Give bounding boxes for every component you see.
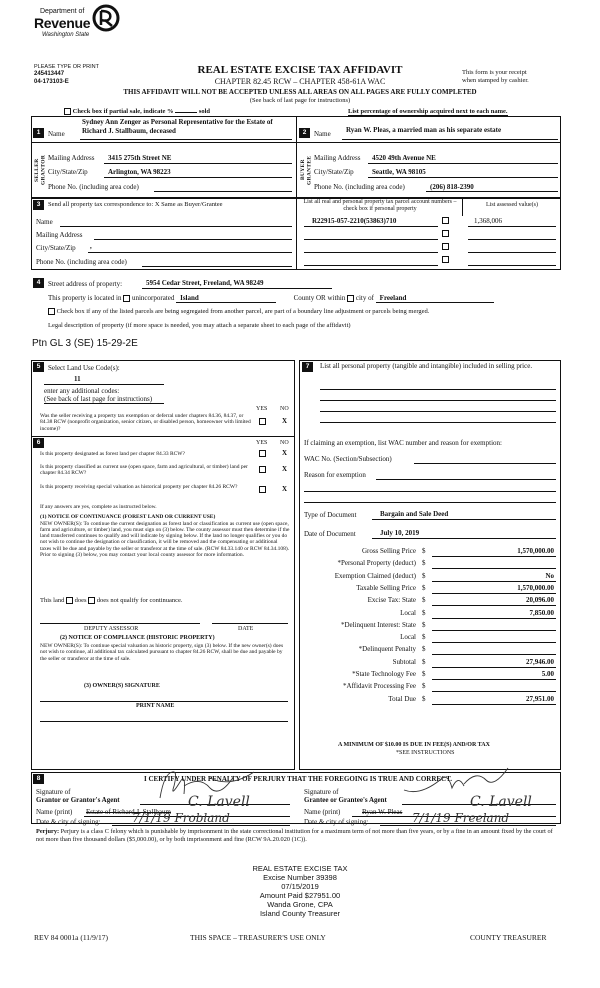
tax-row-currency: $ bbox=[422, 559, 426, 568]
personal-property-label: List all personal property (tangible and intangible) included in selling price. bbox=[320, 362, 533, 370]
doc-number: 245413447 bbox=[34, 71, 65, 77]
tax-row bbox=[304, 669, 556, 681]
stamp-line-4: Amount Paid $27951.00 bbox=[259, 891, 341, 900]
tax-row-currency: $ bbox=[422, 547, 426, 555]
tax-row-label: *Delinquent Interest: State bbox=[340, 620, 416, 629]
perjury-text: Perjury is a class C felony which is punishable by imprisonment in the state correctional institution for a maximum term of not more than five years, or by a fine in an amount fixed by the court of not more than five thousand dollars ($5,000.00), or by both imprisonment and fine (RCW 9A.20.020 (1C)). bbox=[36, 828, 553, 843]
footer-county-treasurer: COUNTY TREASURER bbox=[470, 933, 547, 942]
buyer-city-label: City/State/Zip bbox=[314, 168, 354, 176]
seller-name-label: Name bbox=[48, 130, 65, 138]
washington-state-text: Washington State bbox=[42, 32, 90, 38]
grantee-name-print-label: Name (print) bbox=[304, 808, 341, 816]
section-7-number: 7 bbox=[302, 362, 313, 372]
tax-row-label: *State Technology Fee bbox=[352, 670, 416, 678]
tax-row bbox=[304, 608, 556, 620]
does-checkbox[interactable] bbox=[66, 597, 73, 604]
city-of-checkbox[interactable] bbox=[347, 295, 354, 302]
form-see-back: (See back of last page for instructions) bbox=[249, 97, 351, 104]
segregated-row bbox=[48, 308, 429, 315]
grantee-date-city-value: 7/1/19 Freeland bbox=[412, 811, 510, 825]
tax-row bbox=[304, 620, 556, 632]
receipt-note-1: This form is your receipt bbox=[462, 69, 527, 76]
historic-question: Is this property receiving special valuation as historical property per chapter 84.26 RCW? bbox=[40, 484, 238, 490]
tax-row-value: 1,570,000.00 bbox=[517, 547, 554, 555]
seller-address-label: Mailing Address bbox=[48, 154, 95, 162]
buyer-phone-label: Phone No. (including area code) bbox=[314, 183, 405, 191]
parcel-3-checkbox[interactable] bbox=[442, 243, 449, 250]
unincorporated-checkbox[interactable] bbox=[123, 295, 130, 302]
notice1-title: (1) NOTICE OF CONTINUANCE (FOREST LAND OR CURRENT USE) bbox=[40, 514, 216, 520]
street-value: 5954 Cedar Street, Freeland, WA 98249 bbox=[146, 279, 264, 287]
dor-logo-icon bbox=[92, 4, 120, 32]
exemption-yes-checkbox[interactable] bbox=[259, 418, 266, 425]
parcel-1-checkbox[interactable] bbox=[442, 217, 449, 224]
form-chapter: CHAPTER 82.45 RCW – CHAPTER 458-61A WAC bbox=[214, 77, 386, 86]
assessed-value: 1,368,006 bbox=[474, 217, 502, 225]
does-not-checkbox[interactable] bbox=[88, 597, 95, 604]
buyer-name-value: Ryan W. Pleas, a married man as his separate estate bbox=[346, 126, 502, 134]
section-3-number: 3 bbox=[33, 200, 44, 210]
tax-row-label: Exemption Claimed (deduct) bbox=[334, 571, 416, 580]
tax-row-value: 27,951.00 bbox=[526, 694, 554, 703]
notice2-text: NEW OWNER(S): To continue special valuation as historic property, sign (3) below. If the new owner(s) does not wish to continue, all additional tax calculated pursuant to chapter 84.26 RCW, shall be due and payable by the seller or transferor at the time of sale. bbox=[40, 643, 284, 662]
parcel-4-checkbox[interactable] bbox=[442, 256, 449, 263]
corr-city-label: City/State/Zip bbox=[36, 244, 76, 252]
owner-signature-label: (3) OWNER(S) SIGNATURE bbox=[84, 683, 160, 689]
grantee-print-name: Ryan W. Pleas bbox=[362, 808, 403, 816]
buyer-address-value: 4520 49th Avenue NE bbox=[372, 154, 436, 162]
sec5-no: NO bbox=[280, 406, 289, 412]
tax-row bbox=[304, 595, 556, 607]
seller-city-label: City/State/Zip bbox=[48, 168, 88, 176]
form-warning: THIS AFFIDAVIT WILL NOT BE ACCEPTED UNLESS ALL AREAS ON ALL PAGES ARE FULLY COMPLETED bbox=[123, 88, 477, 96]
form-code: 04-173103-E bbox=[34, 79, 69, 85]
ownership-note: List percentage of ownership acquired next to each name. bbox=[348, 108, 508, 115]
if-yes-note: If any answers are yes, complete as instructed below. bbox=[40, 504, 157, 510]
notice1-text: NEW OWNER(S): To continue the current designation as forest land or classification as current use (open space, farm and agriculture, or timber) land, you must sign on (3) below. The county assessor must then determine if the land transferred continues to qualify and will indicate by signing below. If the land no longer qualifies or you do not wish to continue the designation or classification, it will be removed and the compensating or additional taxes will be due and payable by the seller or transferor at the time of sale. (RCW 84.33.140 or RCW 84.34.108). Prior to signing (3) below, you may contact your local county assessor for more information. bbox=[40, 521, 290, 558]
tax-row-label: Subtotal bbox=[392, 657, 416, 666]
historic-yes-checkbox[interactable] bbox=[259, 486, 266, 493]
tax-row-value: 20,096.00 bbox=[526, 596, 554, 605]
sec6-yes: YES bbox=[256, 440, 268, 446]
tax-row-currency: $ bbox=[422, 571, 426, 580]
perjury-note bbox=[36, 828, 560, 844]
notice2-title: (2) NOTICE OF COMPLIANCE (HISTORIC PROPERTY) bbox=[60, 635, 215, 641]
current-use-yes-checkbox[interactable] bbox=[259, 466, 266, 473]
tax-row-label: *Delinquent Penalty bbox=[358, 645, 416, 654]
segregated-checkbox[interactable] bbox=[48, 308, 55, 315]
assessed-header: List assessed value(s) bbox=[486, 202, 538, 208]
does-not-label: does not qualify for continuance. bbox=[96, 597, 183, 604]
tax-row bbox=[304, 546, 556, 558]
footer-rev: REV 84 0001a (11/9/17) bbox=[34, 933, 108, 942]
tax-row bbox=[304, 644, 556, 656]
tax-row-currency: $ bbox=[422, 596, 426, 605]
located-label: This property is located in bbox=[48, 294, 122, 302]
legal-label: Legal description of property (if more space is needed, you may attach a separate sheet to each page of the affidavit) bbox=[48, 322, 351, 329]
tax-row-value: 5.00 bbox=[541, 670, 554, 678]
deputy-assessor-label: DEPUTY ASSESSOR bbox=[84, 626, 139, 632]
section-6-number: 6 bbox=[33, 438, 44, 448]
tax-row-label: *Affidavit Processing Fee bbox=[343, 682, 416, 691]
land-use-label: Select Land Use Code(s): bbox=[48, 364, 120, 372]
partial-sale-checkbox[interactable] bbox=[64, 108, 71, 115]
corr-city-value: , bbox=[90, 242, 92, 250]
seller-name-value: Sydney Ann Zenger as Personal Representative for the Estate of Richard J. Stallbaum, deceased bbox=[82, 118, 273, 135]
buyer-phone-value: (206) 818-2390 bbox=[430, 183, 474, 191]
seller-city-value: Arlington, WA 98223 bbox=[108, 168, 171, 176]
correspondence-label: Send all property tax correspondence to: X Same as Buyer/Grantee bbox=[48, 201, 223, 208]
section-1-number: 1 bbox=[33, 128, 44, 138]
see-instructions: *SEE INSTRUCTIONS bbox=[396, 750, 455, 756]
tax-row bbox=[304, 632, 556, 644]
county-label: County OR within bbox=[293, 294, 346, 302]
footer-treasurer-space: THIS SPACE – TREASURER'S USE ONLY bbox=[190, 933, 326, 942]
tax-row-label: *Personal Property (deduct) bbox=[337, 559, 416, 568]
tax-row bbox=[304, 657, 556, 669]
grantor-sig-label-2: Grantor or Grantor's Agent bbox=[36, 796, 120, 804]
tax-row bbox=[304, 558, 556, 570]
grantor-sig-label-1: Signature of bbox=[36, 788, 71, 796]
this-land-row bbox=[40, 597, 183, 604]
historic-no-answer: X bbox=[282, 485, 288, 493]
buyer-city-value: Seattle, WA 98105 bbox=[372, 168, 426, 176]
perjury-label: Perjury: bbox=[36, 828, 60, 835]
minimum-note: A MINIMUM OF $10.00 IS DUE IN FEE(S) AND/OR TAX bbox=[338, 742, 490, 748]
certify-statement: I CERTIFY UNDER PENALTY OF PERJURY THAT THE FOREGOING IS TRUE AND CORRECT. bbox=[144, 775, 453, 783]
seller-phone-label: Phone No. (including area code) bbox=[48, 183, 139, 191]
land-use-see-back: (See back of last page for instructions) bbox=[44, 395, 153, 403]
location-row bbox=[48, 294, 494, 303]
reason-label: Reason for exemption bbox=[304, 471, 366, 479]
parcel-header: List all real and personal property tax parcel account numbers – check box if personal property bbox=[303, 199, 457, 212]
tax-row bbox=[304, 694, 556, 706]
tax-row-currency: $ bbox=[422, 670, 426, 678]
does-label: does bbox=[74, 597, 87, 604]
grantee-date-city-label: Date & city of signing: bbox=[304, 818, 369, 826]
unincorporated-label: unincorporated bbox=[131, 294, 175, 302]
seller-address-value: 3415 275th Street NE bbox=[108, 154, 172, 162]
grantee-signature-name: C. Lavell bbox=[470, 794, 532, 810]
print-name-label: PRINT NAME bbox=[136, 703, 175, 709]
doc-type-label: Type of Document bbox=[304, 511, 357, 519]
wac-label: WAC No. (Section/Subsection) bbox=[304, 455, 392, 463]
forest-yes-checkbox[interactable] bbox=[259, 450, 266, 457]
tax-row-currency: $ bbox=[422, 620, 426, 629]
tax-row-currency: $ bbox=[422, 682, 426, 691]
tax-row-label: Total Due bbox=[388, 694, 416, 703]
tax-row-currency: $ bbox=[422, 694, 426, 703]
sec5-yes: YES bbox=[256, 406, 268, 412]
city-of-label: city of bbox=[355, 294, 374, 302]
land-use-value: 11 bbox=[74, 375, 81, 383]
grantor-date-city-value: 7/1/19 Frobland bbox=[132, 811, 230, 825]
forest-question: Is this property designated as forest land per chapter 84.33 RCW? bbox=[40, 451, 185, 457]
partial-sale-label: Check box if partial sale, indicate % bbox=[72, 108, 174, 115]
tax-row-currency: $ bbox=[422, 633, 426, 642]
legal-value: Ptn GL 3 (SE) 15-29-2E bbox=[32, 338, 138, 349]
tax-row-label: Taxable Selling Price bbox=[356, 583, 416, 592]
corr-name-label: Name bbox=[36, 218, 53, 226]
tax-row-label: Excise Tax: State bbox=[367, 596, 416, 605]
stamp-line-6: Island County Treasurer bbox=[259, 909, 341, 918]
parcel-2-checkbox[interactable] bbox=[442, 230, 449, 237]
tax-row bbox=[304, 571, 556, 583]
tax-row-currency: $ bbox=[422, 583, 426, 592]
exemption-no-answer: X bbox=[282, 417, 288, 425]
section-2-number: 2 bbox=[299, 128, 310, 138]
revenue-text: Revenue bbox=[34, 15, 91, 31]
tax-row-value: 1,570,000.00 bbox=[517, 583, 554, 592]
section-5-number: 5 bbox=[33, 362, 44, 372]
grantee-sig-label-2: Grantee or Grantee's Agent bbox=[304, 796, 387, 804]
city-value: Freeland bbox=[376, 294, 494, 303]
exemption-question: Was the seller receiving a property tax exemption or deferral under chapters 84.36, 84.37, or 84.38 RCW (nonprofit organization, senior citizen, or disabled person, homeowner with limited income)? bbox=[40, 413, 251, 432]
tax-row-value: 7,850.00 bbox=[529, 608, 554, 617]
grantor-name-print-label: Name (print) bbox=[36, 808, 73, 816]
additional-codes-label: enter any additional codes: bbox=[44, 387, 120, 395]
section-4-number: 4 bbox=[33, 278, 44, 288]
current-use-question: Is this property classified as current use (open space, farm and agricultural, or timber) land per chapter 84.34 RCW? bbox=[40, 464, 248, 477]
tax-row-label: Gross Selling Price bbox=[361, 547, 416, 555]
form-title: REAL ESTATE EXCISE TAX AFFIDAVIT bbox=[197, 64, 403, 76]
stamp-line-2: Excise Number 39398 bbox=[263, 873, 337, 882]
stamp-line-3: 07/15/2019 bbox=[281, 882, 319, 891]
sec6-no: NO bbox=[280, 440, 289, 446]
current-use-no-answer: X bbox=[282, 465, 288, 473]
grantor-print-name: Estate of Richard J. Stallbaum bbox=[86, 808, 171, 816]
buyer-name-label: Name bbox=[314, 130, 331, 138]
parcel-value: R22915-057-2210(53863)710 bbox=[312, 217, 397, 225]
this-land-label: This land bbox=[40, 597, 65, 604]
dor-logo bbox=[32, 6, 122, 48]
doc-date-label: Date of Document bbox=[304, 530, 356, 538]
receipt-note-2: when stamped by cashier. bbox=[462, 77, 529, 84]
tax-row-currency: $ bbox=[422, 645, 426, 654]
partial-sale-sold: sold bbox=[198, 108, 211, 115]
buyer-grantee-side-label: BUYER GRANTEE bbox=[300, 155, 313, 185]
street-label: Street address of property: bbox=[48, 280, 123, 288]
dept-of-text: Department of bbox=[40, 8, 85, 15]
treasurer-stamp bbox=[180, 864, 420, 918]
tax-row bbox=[304, 681, 556, 693]
doc-type-value: Bargain and Sale Deed bbox=[380, 510, 449, 518]
tax-row-label: Local bbox=[400, 633, 416, 642]
stamp-line-1: REAL ESTATE EXCISE TAX bbox=[252, 864, 348, 873]
seller-grantor-side-label: SELLER GRANTOR bbox=[34, 154, 47, 186]
buyer-address-label: Mailing Address bbox=[314, 154, 361, 162]
tax-row-value: 27,946.00 bbox=[526, 657, 554, 666]
section-8-number: 8 bbox=[33, 774, 44, 784]
date-label: DATE bbox=[238, 626, 254, 632]
tax-row bbox=[304, 583, 556, 595]
segregated-label: Check box if any of the listed parcels are being segregated from another parcel, are part of a boundary line adjustment or parcels being merged. bbox=[56, 308, 430, 315]
corr-phone-label: Phone No. (including area code) bbox=[36, 258, 127, 266]
county-value: Island bbox=[176, 294, 276, 303]
tax-row-label: Local bbox=[400, 608, 416, 617]
corr-address-label: Mailing Address bbox=[36, 231, 83, 239]
tax-row-currency: $ bbox=[422, 657, 426, 666]
stamp-line-5: Wanda Grone, CPA bbox=[267, 900, 333, 909]
forest-no-answer: X bbox=[282, 449, 288, 457]
grantor-date-city-label: Date & city of signing: bbox=[36, 818, 101, 826]
exemption-claim-label: If claiming an exemption, list WAC number and reason for exemption: bbox=[304, 439, 502, 447]
please-type: PLEASE TYPE OR PRINT bbox=[34, 64, 100, 70]
tax-row-value: No bbox=[545, 571, 554, 580]
tax-row-currency: $ bbox=[422, 608, 426, 617]
grantee-sig-label-1: Signature of bbox=[304, 788, 339, 796]
grantor-signature-name: C. Lavell bbox=[188, 794, 250, 810]
doc-date-value: July 10, 2019 bbox=[380, 529, 420, 537]
